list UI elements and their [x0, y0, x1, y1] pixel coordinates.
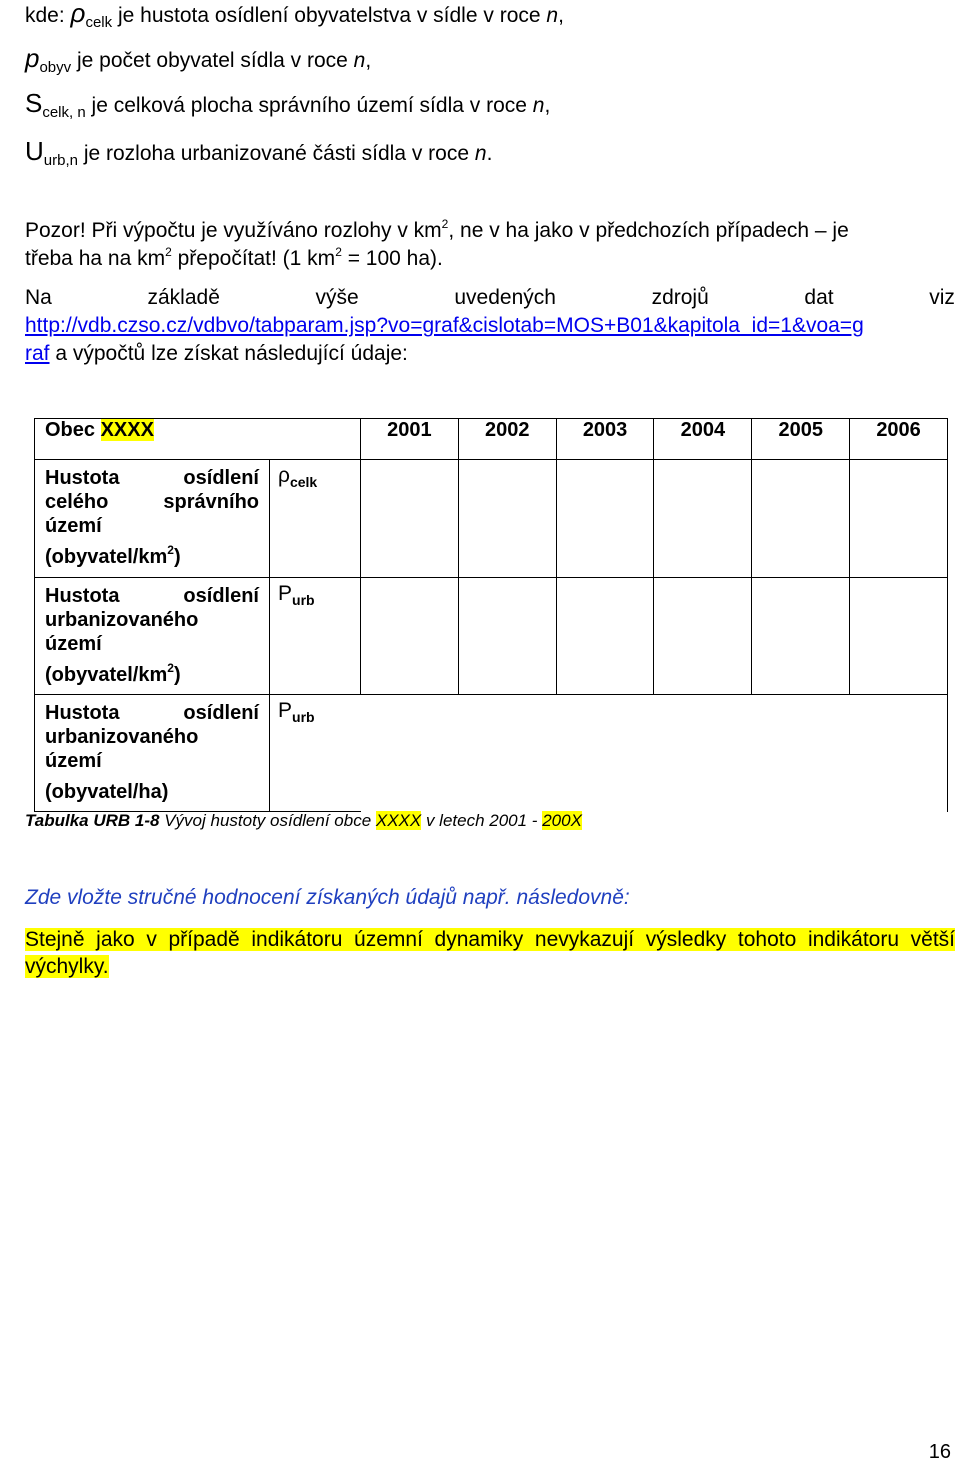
table-cell: [458, 578, 556, 695]
definition-symbol: $S_{celk, n}$: [25, 88, 86, 121]
table-cell: [654, 578, 752, 695]
definition-text: je počet obyvatel sídla v roce: [77, 49, 348, 72]
definition-text: je hustota osídlení obyvatelstva v sídle v roce: [117, 4, 541, 27]
definition-symbol: $p_{obyv}$: [25, 43, 72, 76]
table-header-obec: Obec XXXX: [35, 419, 361, 460]
row-description: Hustota osídlení urbanizovaného území $(obyvatel/km^2)$: [35, 578, 270, 695]
definition-symbol: $U_{urb,n}$: [25, 136, 78, 169]
warning-line-2: třeba ha na $km^2$ přepočítat! (1 $km^2 = 100$ ha).: [25, 245, 443, 270]
table-cell: [654, 460, 752, 578]
table-cell: [752, 460, 850, 578]
source-url-line-2: [25, 342, 408, 366]
source-url-line: [25, 314, 864, 338]
definition-var: n: [353, 49, 366, 72]
table-header-row: [35, 419, 948, 460]
table-cell: [752, 578, 850, 695]
year-header: 2002: [458, 419, 556, 460]
row-symbol: $P_{urb}$: [270, 578, 361, 695]
source-url-link-end[interactable]: raf: [25, 342, 50, 365]
table-row: [35, 460, 948, 578]
definition-var: n: [474, 142, 487, 165]
table-cell: [361, 695, 948, 812]
definition-line: kde: $\rho_{celk}$ je hustota osídlení obyvatelstva v sídle v roce n,: [25, 0, 564, 31]
obec-name: XXXX: [100, 419, 154, 441]
row-symbol: $\rho_{celk}$: [270, 460, 361, 578]
definition-text: je celková plocha správního území sídla v roce: [91, 94, 527, 117]
evaluation-text: Stejně jako v případě indikátoru územní dynamiky nevykazují výsledky tohoto indikátoru větší výchylky.: [25, 928, 955, 978]
table-row: [35, 695, 948, 812]
source-after-url: a výpočtů lze získat následující údaje:: [49, 342, 408, 365]
definition-line: $S_{celk, n}$ je celková plocha správního území sídla v roce n,: [25, 88, 551, 121]
table-cell: [850, 460, 948, 578]
source-intro: Na základě výše uvedených zdrojů dat viz: [25, 286, 955, 309]
table-cell: [556, 460, 654, 578]
table-cell: [458, 460, 556, 578]
instruction-note: Zde vložte stručné hodnocení získaných údajů např. následovně:: [25, 886, 630, 909]
row-description: Hustota osídlení celého správního území $(obyvatel/km^2)$: [35, 460, 270, 578]
year-header: 2003: [556, 419, 654, 460]
year-header: 2005: [752, 419, 850, 460]
year-header: 2004: [654, 419, 752, 460]
page-number: 16: [928, 1441, 951, 1463]
definition-line: $p_{obyv}$ je počet obyvatel sídla v roce n,: [25, 43, 372, 76]
definition-text: je rozloha urbanizované části sídla v roce: [83, 142, 470, 165]
table-cell: [361, 578, 459, 695]
table-caption: Tabulka URB 1-8 Vývoj hustoty osídlení obce XXXX v letech 2001 - 200X: [25, 811, 582, 830]
row-description: Hustota osídlení urbanizovaného území (obyvatel/ha): [35, 695, 270, 812]
definition-var: n: [532, 94, 545, 117]
row-symbol: $P_{urb}$: [270, 695, 361, 812]
table-row: [35, 578, 948, 695]
definition-symbol: $\rho_{celk}$: [70, 0, 113, 31]
definition-var: n: [546, 4, 559, 27]
density-table: [34, 418, 948, 812]
definition-line: $U_{urb,n}$ je rozloha urbanizované části sídla v roce n.: [25, 136, 493, 169]
table-cell: [556, 578, 654, 695]
year-header: 2006: [850, 419, 948, 460]
table-cell: [850, 578, 948, 695]
source-url-link[interactable]: http://vdb.czso.cz/vdbvo/tabparam.jsp?vo=graf&cislotab=MOS+B01&kapitola_id=1&voa=g: [25, 314, 864, 337]
year-header: 2001: [361, 419, 459, 460]
definition-prefix: kde:: [25, 4, 65, 27]
table-cell: [361, 460, 459, 578]
warning-line-1: Pozor! Při výpočtu je využíváno rozlohy v $km^2$, ne v ha jako v předchozích případech – je: [25, 217, 849, 242]
